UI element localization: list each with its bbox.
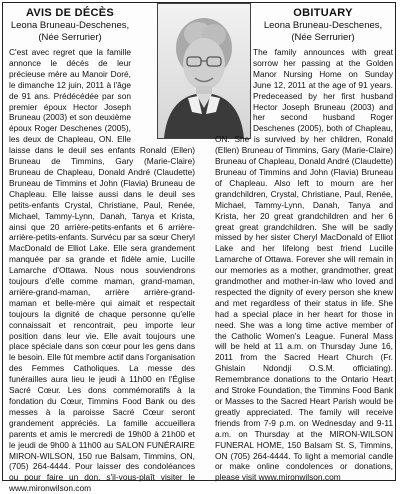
french-body-text: C'est avec regret que la famille annonce le décès de leur précieuse mère au Manoir Doré, le dimanche 12 juin, 2011 à l'âge de 91 ans. Prédécédée par son premier époux Hector Joseph Bruneau (2003) et son deuxième époux Roger Deschenes (2005), les deux de Chapleau, ON. Elle laisse dans le deuil ses enfants Ronald (Ellen) Bruneau de Timmins, Gary (Marie-Claire) Bruneau de Chapleau, Donald André (Claudette) Bruneau de Timmins et John (Flavia) Bruneau de Chapleau. Elle laisse aussi dans le deuil ses petits-enfants Crystal, Christiane, Paul, Renée, Michael, Tammy-Lynn, Danah, Tanya et Krista, ainsi que 20 arrière-petits-enfants et 6 arrière-arrière-petits-enfants. Survécu par sa sœur Cheryl MacDonald de Elliot Lake. Elle sera grandement manquée par sa grande et fidèle amie, Lucille Lamarche d'Ottawa. Nous nous souviendrons toujours d'elle comme maman, grand-maman, arrière-grand-maman, arrière arrière-grand-maman et belle-mère qui aimait et respectait toujours la dignité de chaque personne qu'elle connaissait et rencontrait, peu importe leur position dans leur vie. Elle avait toujours une place spéciale dans son cœur pour les gens dans le besoin. Elle fût membre actif dans l'organisation des Femmes Catholiques. La messe des funérailles aura lieu le jeudi à 11h00 en l'Église Sacré Cœur. Les dons commémoratifs à la fondation du Cœur, Timmins Food Bank ou des messes à la paroisse Sacré Cœur seront grandement appréciés. La famille accueillera parents et amis le mercredi de 19h00 à 21h00 et le jeudi de 9h00 à 11h00 au SALON FUNÉRAIRE MIRON-WILSON, 150 rue Balsam, Timmins, ON, (705) 264-4444. Pour laisser des condoléances ou pour faire un don, s'il-vous-plaît visiter le www.mironwilson.com	[9, 47, 195, 494]
english-maiden-name: (Née Serrurier)	[291, 31, 355, 43]
english-deceased-name: Leona Bruneau-Deschenes,	[263, 20, 383, 31]
french-deceased-name: Leona Bruneau-Deschenes,	[10, 20, 130, 31]
english-body-text: The family announces with great sorrow her passing at the Golden Manor Nursing Home on Sunday June 12, 2011 at the age of 91 years. Predeceased by her first husband Hector Joseph Bruneau (2003) and her second husband Roger Deschenes (2005), both of Chapleau, ON. She is survived by her children, Ronald (Ellen) Bruneau of Timmins, Gary (Marie-Claire) Bruneau of Chapleau, Donald André (Claudette) Bruneau of Timmins and John (Flavia) Bruneau of Chapleau. Also left to mourn are her grandchildren, Crystal, Christiane, Paul, Renée, Michael, Tammy-Lynn, Danah, Tanya and Krista, her 20 great grandchildren and her 6 great great grandchildren. She will be sadly missed by her sister Cheryl MacDonald of Elliot Lake and her lifelong best friend Lucille Lamarche of Ottawa. Forever she will remain in our memories as a mother, grandmother, great grandmother and mother-in-law who loved and respected the dignity of every person she knew and met regardless of their status in life. She had a special place in her heart for those in need. She was a long time active member of the Catholic Women's League. Funeral Mass will be held at 11 a.m. on Thursday June 16, 2011 from the Sacred Heart Church (Fr. Ghislain Ndondji O.S.M. officiating). Remembrance donations to the Ontario Heart and Stroke Foundation, the Timmins Food Bank or Masses to the Sacred Heart Parish would be greatly appreciated. The family will receive friends from 7-9 p.m. on Wednesday and 9-11 a.m. on Thursday at the MIRON-WILSON FUNERAL HOME, 150 Balsam St. S, Timmins, ON (705) 264-4444. To light a memorial candle or make online condolences or donations, please visit www.mironwilson.com	[215, 47, 393, 483]
english-notice-column	[215, 7, 393, 483]
french-notice-column	[9, 7, 195, 494]
french-heading: AVIS DE DÉCÈS	[25, 7, 115, 19]
french-maiden-name: (Née Serrurier)	[38, 31, 102, 43]
obituary-notice	[2, 2, 396, 494]
english-heading: OBITUARY	[293, 7, 353, 19]
